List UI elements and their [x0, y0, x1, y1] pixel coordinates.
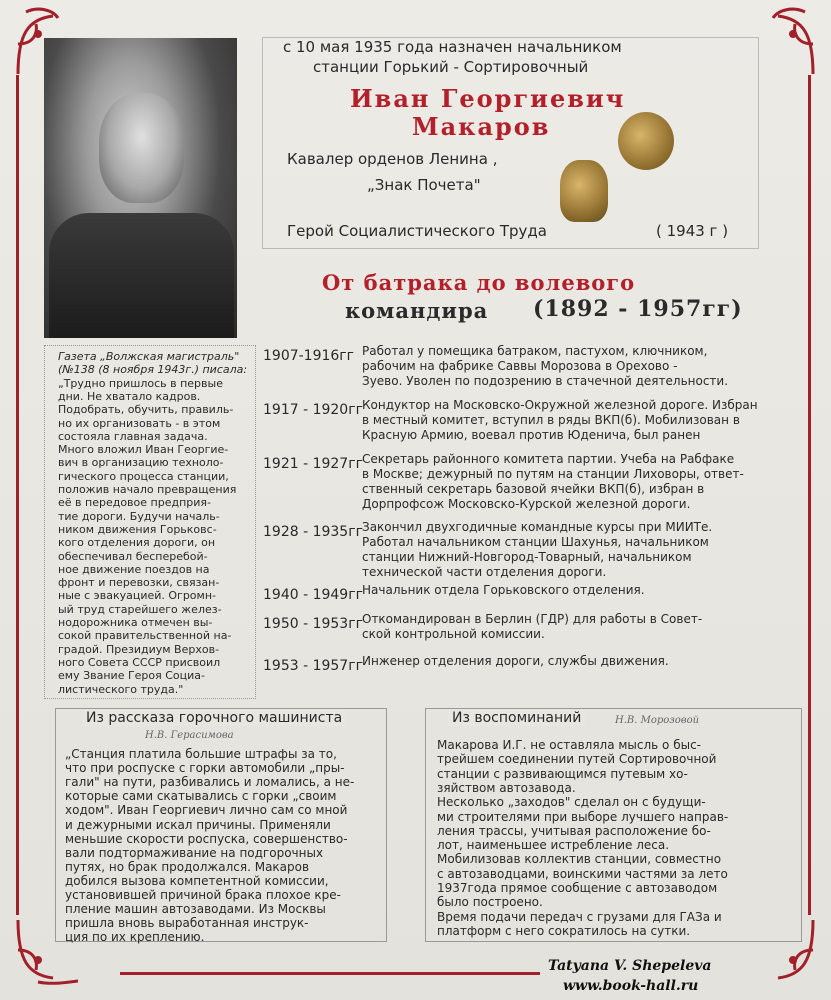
- driver-story-line: ция по их креплению.: [65, 930, 205, 945]
- headline-line-1: [322, 270, 635, 295]
- gazette-line: ый труд старейшего желез-: [58, 602, 222, 616]
- driver-story-line: добился вызова компетентной комиссии,: [65, 873, 329, 888]
- headline-line-2: командира: [345, 298, 489, 323]
- timeline-years: 1921 - 1927гг: [263, 456, 363, 472]
- timeline-event-line: Красную Армию, воевал против Юденича, был ранен: [362, 428, 701, 442]
- driver-story-line: которые сами скатывались с горки „своим: [65, 789, 337, 804]
- gazette-line: Много вложил Иван Георгие-: [58, 443, 229, 457]
- first-name: Иван Георгиевич: [350, 84, 626, 113]
- driver-story-line: установившей причиной брака плохое кре-: [65, 888, 341, 902]
- memoirs-line: зяйством автозавода.: [437, 780, 576, 795]
- timeline-event-line: Закончил двухгодичные командные курсы при МИИТе.: [362, 520, 713, 534]
- timeline-event-line: рабочим на фабрике Саввы Морозова в Орехово -: [362, 359, 678, 373]
- gazette-line: ником движения Горьковс-: [58, 522, 217, 536]
- memoirs-line: ления трассы, учитывая расположение бо-: [437, 823, 711, 838]
- timeline-event-line: Кондуктор на Московско-Окружной железной дороге. Избран: [362, 398, 758, 412]
- timeline-years: 1928 - 1935гг: [263, 524, 363, 540]
- timeline-years: 1940 - 1949гг: [263, 587, 363, 603]
- timeline-years: 1917 - 1920гг: [263, 402, 363, 418]
- memoirs-line: Макарова И.Г. не оставляла мысль о быс-: [437, 738, 702, 752]
- gazette-line: дни. Не хватало кадров.: [58, 389, 201, 403]
- hero-title: Герой Социалистического Труда: [287, 222, 547, 240]
- timeline-years: 1907-1916гг: [263, 348, 355, 364]
- memoirs-title: Из воспоминаний: [448, 710, 585, 726]
- memoirs-line: лот, наименьшее истребление леса.: [437, 838, 670, 853]
- gazette-line: Подобрать, обучить, правиль-: [58, 403, 234, 417]
- driver-story-line: и дежурными искал причины. Применяли: [65, 817, 331, 832]
- gazette-line: ное движение поездов на: [58, 562, 210, 576]
- timeline-event-line: Откомандирован в Берлин (ГДР) для работы в Совет-: [362, 612, 703, 626]
- memoirs-line: Мобилизовав коллектив станции, совместно: [437, 852, 722, 867]
- top-right-ornament-icon: [753, 4, 823, 74]
- gazette-line: листического труда.": [58, 682, 184, 696]
- portrait-photo: [44, 38, 237, 338]
- headline-line-1-text: От батрака до волевого: [322, 270, 636, 295]
- driver-story-line: путях, но брак продолжался. Макаров: [65, 859, 310, 874]
- driver-story-signature: Н.В. Герасимова: [145, 730, 234, 741]
- orders-line-1: Кавалер орденов Ленина ,: [287, 150, 498, 168]
- gazette-line: ные с эвакуацией. Огромн-: [58, 589, 216, 603]
- appointment-line-1: с 10 мая 1935 года назначен начальником: [283, 38, 622, 56]
- gazette-line: „Трудно пришлось в первые: [58, 376, 223, 390]
- gazette-line: тие дороги. Будучи началь-: [58, 509, 220, 523]
- timeline-event-line: Секретарь районного комитета партии. Учеба на Рабфаке: [362, 452, 735, 466]
- driver-story-title: Из рассказа горочного машиниста: [82, 710, 346, 726]
- memoirs-line: ми строителями при выборе лучшего направ-: [437, 809, 729, 824]
- hero-year: ( 1943 г ): [656, 222, 729, 240]
- memoirs-line: Время подачи передач с грузами для ГАЗа и: [437, 909, 722, 924]
- gazette-line: Газета „Волжская магистраль": [58, 350, 240, 363]
- photo-credit-author: Tatyana V. Shepeleva: [548, 958, 712, 974]
- timeline-event-line: технической части отделения дороги.: [362, 565, 607, 579]
- gazette-line: гического процесса станции,: [58, 469, 229, 483]
- memoirs-line: было построено.: [437, 895, 543, 910]
- timeline-event-line: в местный комитет, вступил в ряды ВКП(б). Мобилизован в: [362, 413, 740, 427]
- gazette-line: вич в организацию техноло-: [58, 456, 224, 470]
- driver-story-line: пришла вновь выработанная инструк-: [65, 916, 309, 931]
- gazette-line: положив начало превращения: [58, 483, 237, 496]
- order-of-lenin-icon: [618, 112, 674, 170]
- memoirs-line: Несколько „заходов" сделал он с будущи-: [437, 795, 706, 810]
- orders-line-2: „Знак Почета": [367, 176, 481, 194]
- timeline-years: 1950 - 1953гг: [263, 616, 363, 632]
- gazette-line: (№138 (8 ноября 1943г.) писала:: [58, 363, 248, 377]
- bottom-border-line: [120, 972, 540, 975]
- portrait-face: [99, 93, 184, 203]
- gazette-line: фронт и перевозки, связан-: [58, 576, 220, 590]
- driver-story-line: что при роспуске с горки автомобили „пры-: [65, 761, 345, 776]
- memoirs-line: станции с развивающимся путевым хо-: [437, 766, 688, 781]
- gazette-line: сокой правительственной на-: [58, 629, 232, 643]
- gazette-line: градой. Президиум Верхов-: [58, 642, 220, 656]
- memoirs-signature: Н.В. Морозовой: [615, 715, 700, 726]
- timeline-event-line: ственный секретарь базовой ячейки ВКП(б), избран в: [362, 482, 705, 496]
- driver-story-line: меньшие скорости роспуска, совершенство-: [65, 831, 348, 846]
- memoirs-line: 1937года прямое сообщение с автозаводом: [437, 881, 718, 895]
- driver-story-line: пление машин автозаводами. Из Москвы: [65, 902, 326, 917]
- gazette-line: ного Совета СССР присвоил: [58, 655, 221, 669]
- timeline-event-line: Инженер отделения дороги, службы движения.: [362, 654, 669, 668]
- timeline-years: 1953 - 1957гг: [263, 658, 363, 674]
- memoirs-line: платформ с него сократилось на сутки.: [437, 923, 691, 938]
- portrait-uniform: [49, 213, 234, 338]
- gazette-line: нодорожника отмечен вы-: [58, 616, 213, 629]
- badge-of-honour-icon: [560, 160, 608, 222]
- gazette-line: состояла главная задача.: [58, 429, 208, 443]
- timeline-event-line: станции Нижний-Новгород-Товарный, начальником: [362, 550, 692, 564]
- appointment-line-2: станции Горький - Сортировочный: [313, 58, 589, 76]
- right-border-line: [808, 75, 811, 915]
- gazette-line: кого отделения дороги, он: [58, 536, 216, 550]
- gazette-line: её в передовое предприя-: [58, 496, 211, 510]
- timeline-event-line: Работал начальником станции Шахунья, начальником: [362, 535, 709, 549]
- driver-story-line: „Станция платила большие штрафы за то,: [65, 747, 337, 761]
- timeline-event-line: Зуево. Уволен по подозрению в стачечной деятельности.: [362, 374, 729, 388]
- driver-story-line: гали" на пути, разбивались и ломались, а не-: [65, 775, 355, 790]
- gazette-line: обеспечивал бесперебой-: [58, 549, 208, 563]
- last-name: Макаров: [412, 112, 551, 141]
- timeline-event-line: ской контрольной комиссии.: [362, 627, 545, 641]
- gazette-line: ему Звание Героя Социа-: [58, 669, 206, 683]
- timeline-event-line: в Москве; дежурный по путям на станции Лиховоры, ответ-: [362, 467, 744, 481]
- timeline-event-line: Начальник отдела Горьковского отделения.: [362, 583, 645, 597]
- timeline-event-line: Дорпрофсож Московско-Курской железной дороги.: [362, 497, 691, 511]
- driver-story-line: вали подтормаживание на подгорочных: [65, 845, 324, 860]
- timeline-event-line: Работал у помещика батраком, пастухом, ключником,: [362, 344, 708, 358]
- memoirs-line: с автозаводцами, воинскими частями за лето: [437, 866, 728, 881]
- photo-credit-site: www.book-hall.ru: [563, 978, 699, 994]
- headline-years: (1892 - 1957гг): [533, 296, 743, 322]
- left-border-line: [16, 75, 19, 915]
- driver-story-line: ходом". Иван Георгиевич лично сам со мной: [65, 803, 348, 818]
- memoirs-line: трейшем соединении путей Сортировочной: [437, 752, 717, 767]
- gazette-line: но их организовать - в этом: [58, 416, 221, 430]
